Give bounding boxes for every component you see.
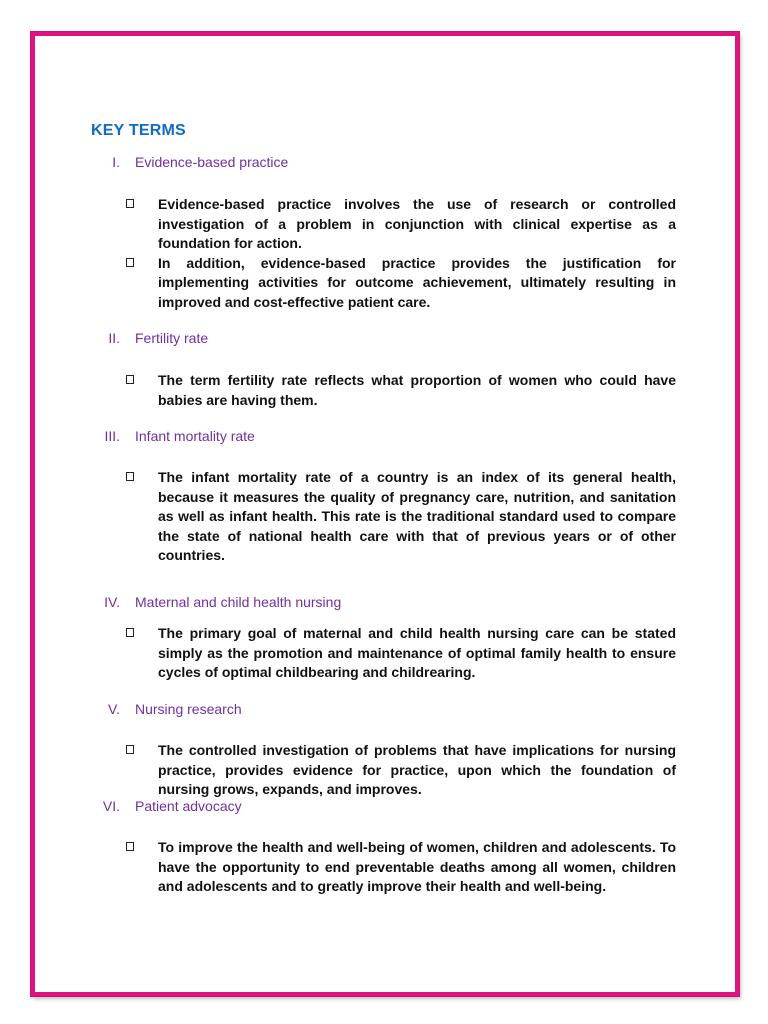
bullet-text: The controlled investigation of problems that have implications for nursing practice, provides evidence for practice, upon which the foundation of nursing grows, expands, and improves. bbox=[158, 742, 676, 797]
section-numeral: V. bbox=[108, 701, 120, 717]
section-title: Evidence-based practice bbox=[135, 154, 289, 170]
section-evidence-based-practice bbox=[0, 154, 768, 312]
section-heading bbox=[0, 154, 768, 174]
bullet-list bbox=[0, 371, 768, 410]
bullet-text: In addition, evidence-based practice provides the justification for implementing activities for outcome achievement, ultimately resulting in improved and cost-effective patient care. bbox=[158, 254, 676, 310]
bullet-box-icon bbox=[126, 375, 134, 384]
section-numeral: I. bbox=[112, 154, 120, 170]
page-title: KEY TERMS bbox=[91, 122, 186, 139]
section-numeral: IV. bbox=[104, 594, 120, 610]
bullet-list bbox=[0, 195, 768, 312]
bullet-box-icon bbox=[126, 258, 134, 267]
section-nursing-research bbox=[0, 701, 768, 800]
section-heading bbox=[0, 798, 768, 818]
section-heading bbox=[0, 330, 768, 350]
section-patient-advocacy bbox=[0, 798, 768, 897]
section-title: Patient advocacy bbox=[135, 798, 242, 814]
list-item bbox=[0, 741, 768, 800]
section-numeral: II. bbox=[108, 330, 120, 346]
section-fertility-rate bbox=[0, 330, 768, 410]
bullet-text: To improve the health and well-being of women, children and adolescents. To have the opportunity to end preventable deaths among all women, children and adolescents and to greatly improve their health and well-being. bbox=[158, 839, 676, 894]
section-title: Fertility rate bbox=[135, 330, 209, 346]
bullet-box-icon bbox=[126, 628, 134, 637]
section-numeral: VI. bbox=[102, 798, 120, 814]
bullet-text: The infant mortality rate of a country is an index of its general health, because it measures the quality of pregnancy care, nutrition, and sanitation as well as infant health. This rate is the traditional standard used to compare the state of national health care with that of previous years or of other countries. bbox=[158, 469, 676, 563]
section-title: Nursing research bbox=[135, 701, 242, 717]
section-maternal-child-health-nursing bbox=[0, 594, 768, 683]
section-heading bbox=[0, 701, 768, 721]
section-heading bbox=[0, 428, 768, 448]
list-item bbox=[0, 371, 768, 410]
bullet-list bbox=[0, 624, 768, 683]
bullet-box-icon bbox=[126, 842, 134, 851]
bullet-box-icon bbox=[126, 472, 134, 481]
bullet-list bbox=[0, 741, 768, 800]
section-heading bbox=[0, 594, 768, 614]
section-title: Infant mortality rate bbox=[135, 428, 255, 444]
bullet-text: Evidence-based practice involves the use of research or controlled investigation of a problem in conjunction with clinical expertise as a foundation for action. bbox=[158, 196, 676, 251]
bullet-text: The term fertility rate reflects what proportion of women who could have babies are having them. bbox=[158, 372, 676, 408]
list-item bbox=[0, 468, 768, 566]
bullet-box-icon bbox=[126, 199, 134, 208]
bullet-list bbox=[0, 838, 768, 897]
list-item bbox=[0, 195, 768, 254]
bullet-box-icon bbox=[126, 745, 134, 754]
bullet-text: The primary goal of maternal and child health nursing care can be stated simply as the promotion and maintenance of optimal family health to ensure cycles of optimal childbearing and childrearing. bbox=[158, 625, 676, 680]
section-infant-mortality-rate bbox=[0, 428, 768, 566]
bullet-list bbox=[0, 468, 768, 566]
list-item bbox=[0, 254, 768, 313]
section-title: Maternal and child health nursing bbox=[135, 594, 342, 610]
list-item bbox=[0, 624, 768, 683]
section-numeral: III. bbox=[104, 428, 120, 444]
list-item bbox=[0, 838, 768, 897]
